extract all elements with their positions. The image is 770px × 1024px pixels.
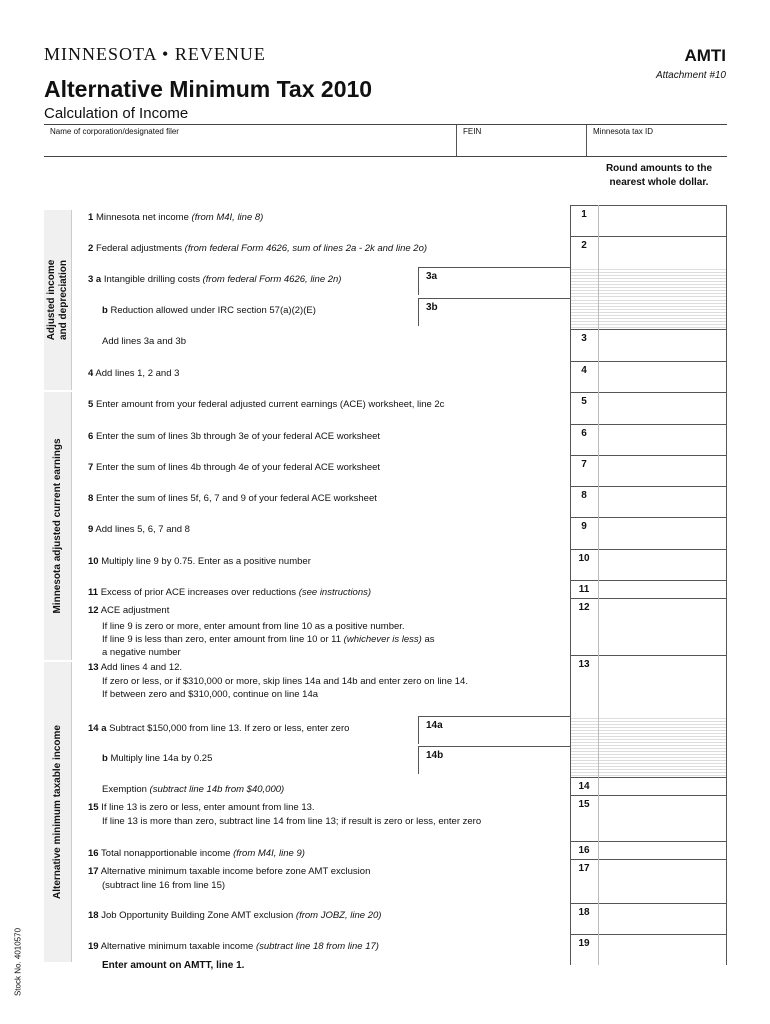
- line-number: 3 a: [88, 274, 102, 285]
- box-label: 1: [581, 209, 587, 220]
- box-label: 19: [578, 938, 590, 949]
- line-number: 14 a: [88, 723, 107, 734]
- line-number: 17: [88, 866, 99, 877]
- line-number: 8: [88, 493, 94, 504]
- line-text: Add lines 4 and 12.: [100, 662, 183, 673]
- line-number: b: [102, 305, 108, 316]
- line-number: 19: [88, 941, 99, 952]
- box-label: 8: [581, 490, 587, 501]
- box-label: 9: [581, 521, 587, 532]
- form-line: [102, 752, 418, 765]
- line-text: Excess of prior ACE increases over reductions: [100, 587, 299, 598]
- amount-input[interactable]: [418, 267, 570, 295]
- fein-field[interactable]: [456, 125, 586, 156]
- column-rule: [598, 205, 599, 965]
- line-text: Add lines 3a and 3b: [102, 336, 186, 347]
- line-text: Add lines 1, 2 and 3: [95, 368, 180, 379]
- form-line: [88, 523, 570, 536]
- form-line: [88, 211, 570, 224]
- name-label: Name of corporation/designated filer: [50, 127, 179, 136]
- box-label: 11: [578, 584, 590, 595]
- shaded-cell: [571, 267, 727, 297]
- form-line: [88, 492, 570, 505]
- box-label: 18: [578, 907, 590, 918]
- form-line: [88, 909, 570, 922]
- box-label: 6: [581, 428, 587, 439]
- line-text: Enter amount from your federal adjusted current earnings (ACE) worksheet, line 2c: [95, 399, 445, 410]
- form-line: [88, 430, 570, 443]
- form-line: [88, 242, 570, 255]
- form-line: [88, 367, 570, 380]
- line-note: (subtract line 14b from $40,000): [149, 784, 285, 795]
- line-note: (from M4I, line 8): [191, 212, 264, 223]
- line-text: Alternative minimum taxable income: [100, 941, 256, 952]
- attachment-label: Attachment #10: [655, 70, 726, 81]
- line-note: (from JOBZ, line 20): [295, 910, 382, 921]
- line-number: 15: [88, 802, 99, 813]
- box-label: 4: [581, 365, 587, 376]
- line-text: Multiply line 9 by 0.75. Enter as a positive number: [101, 556, 311, 567]
- line-text: Add lines 5, 6, 7 and 8: [95, 524, 190, 535]
- amount-input[interactable]: [418, 298, 570, 326]
- line-number: 11: [88, 587, 99, 598]
- line-number: 4: [88, 368, 94, 379]
- box-label: 3a: [426, 271, 438, 282]
- box-label: 10: [578, 553, 590, 564]
- line-text: Reduction allowed under IRC section 57(a)(2)(E): [110, 305, 316, 316]
- line-note: (from M4I, line 9): [233, 848, 305, 859]
- line-text: Alternative minimum taxable income before zone AMT exclusion: [100, 866, 371, 877]
- page-title: Alternative Minimum Tax 2010: [44, 76, 373, 102]
- form-line: [88, 801, 570, 814]
- box-label: 15: [578, 799, 590, 810]
- name-field[interactable]: [44, 125, 456, 156]
- line-number: 6: [88, 431, 94, 442]
- shaded-cell: [571, 746, 727, 776]
- line-text: Intangible drilling costs: [103, 274, 203, 285]
- form-line: [88, 398, 570, 411]
- form-line: [88, 940, 570, 953]
- form-line: [88, 273, 418, 286]
- line-text: Job Opportunity Building Zone AMT exclusion: [101, 910, 296, 921]
- line-continuation: If zero or less, or if $310,000 or more, skip lines 14a and 14b and enter zero on line 14.: [102, 676, 468, 687]
- box-label: 7: [581, 459, 587, 470]
- line-note: (from federal Form 4626, line 2n): [202, 274, 342, 285]
- filer-info-bar: [44, 124, 727, 157]
- line-continuation: a negative number: [102, 647, 181, 658]
- line-number: 5: [88, 399, 94, 410]
- line-text: Enter the sum of lines 4b through 4e of your federal ACE worksheet: [95, 462, 381, 473]
- line-text: Multiply line 14a by 0.25: [110, 753, 213, 764]
- line-text: Enter the sum of lines 3b through 3e of your federal ACE worksheet: [95, 431, 381, 442]
- form-line: [88, 722, 418, 735]
- column-rule: [570, 205, 571, 965]
- line-text: Enter the sum of lines 5f, 6, 7 and 9 of your federal ACE worksheet: [95, 493, 377, 504]
- mn-tax-id-field[interactable]: [586, 125, 727, 156]
- line-text: ACE adjustment: [100, 605, 170, 616]
- line-number: 7: [88, 462, 94, 473]
- line-note: (from federal Form 4626, sum of lines 2a - 2k and line 2o): [184, 243, 428, 254]
- line-note: (subtract line 18 from line 17): [255, 941, 379, 952]
- form-line: [88, 661, 570, 674]
- line-text: If line 13 is zero or less, enter amount from line 13.: [101, 802, 315, 813]
- form-line: [88, 847, 570, 860]
- stock-number: Stock No. 4010570: [13, 927, 23, 997]
- line-number: 9: [88, 524, 94, 535]
- line-continuation: If line 13 is more than zero, subtract line 14 from line 13; if result is zero or less, enter zero: [102, 816, 482, 827]
- round-note: Round amounts to the nearest whole dollar.: [605, 163, 713, 188]
- column-rule: [726, 205, 727, 965]
- section-adjusted-income: Adjusted income and depreciation: [44, 210, 72, 390]
- box-label: 16: [578, 845, 590, 856]
- form-line: [102, 335, 570, 348]
- line-text: Federal adjustments: [95, 243, 185, 254]
- line-continuation: (subtract line 16 from line 15): [102, 880, 226, 891]
- form-code: AMTI: [684, 46, 726, 65]
- line-continuation: If line 9 is less than zero, enter amount from line 10 or 11 (whichever is less) as: [102, 634, 435, 645]
- line-text: Exemption: [102, 784, 150, 795]
- box-label: 17: [578, 863, 590, 874]
- fein-label: FEIN: [463, 127, 482, 136]
- line-number: 18: [88, 910, 99, 921]
- shaded-cell: [571, 716, 727, 746]
- footer-instruction: Enter amount on AMTT, line 1.: [102, 960, 245, 971]
- line-number: 1: [88, 212, 94, 223]
- form-line: [88, 604, 570, 617]
- form-line: [88, 461, 570, 474]
- line-number: 13: [88, 662, 99, 673]
- line-note: (see instructions): [298, 587, 372, 598]
- box-label: 5: [581, 396, 587, 407]
- line-continuation: If between zero and $310,000, continue on line 14a: [102, 689, 319, 700]
- box-label: 14: [578, 781, 590, 792]
- line-number: 2: [88, 243, 94, 254]
- box-label: 14b: [426, 750, 444, 761]
- box-label: 3b: [426, 302, 438, 313]
- line-text: Total nonapportionable income: [101, 848, 234, 859]
- line-number: 10: [88, 556, 99, 567]
- mn-tax-id-label: Minnesota tax ID: [593, 127, 654, 136]
- line-number: 12: [88, 605, 99, 616]
- line-text: Subtract $150,000 from line 13. If zero or less, enter zero: [109, 723, 350, 734]
- line-number: b: [102, 753, 108, 764]
- form-line: [102, 783, 570, 796]
- form-line: [88, 555, 570, 568]
- agency-logo: MINNESOTA • REVENUE: [44, 44, 266, 64]
- box-label: 12: [578, 602, 590, 613]
- form-line: [88, 865, 570, 878]
- box-label: 2: [581, 240, 587, 251]
- line-continuation: If line 9 is zero or more, enter amount from line 10 as a positive number.: [102, 621, 405, 632]
- shaded-cell: [571, 298, 727, 328]
- section-amti: Alternative minimum taxable income: [44, 662, 72, 962]
- line-text: Minnesota net income: [95, 212, 192, 223]
- form-line: [102, 304, 418, 317]
- box-label: 3: [581, 333, 587, 344]
- box-label: 13: [578, 659, 590, 670]
- section-ace: Minnesota adjusted current earnings: [44, 392, 72, 660]
- box-label: 14a: [426, 720, 443, 731]
- line-number: 16: [88, 848, 99, 859]
- form-line: [88, 586, 570, 599]
- page-subtitle: Calculation of Income: [44, 105, 189, 122]
